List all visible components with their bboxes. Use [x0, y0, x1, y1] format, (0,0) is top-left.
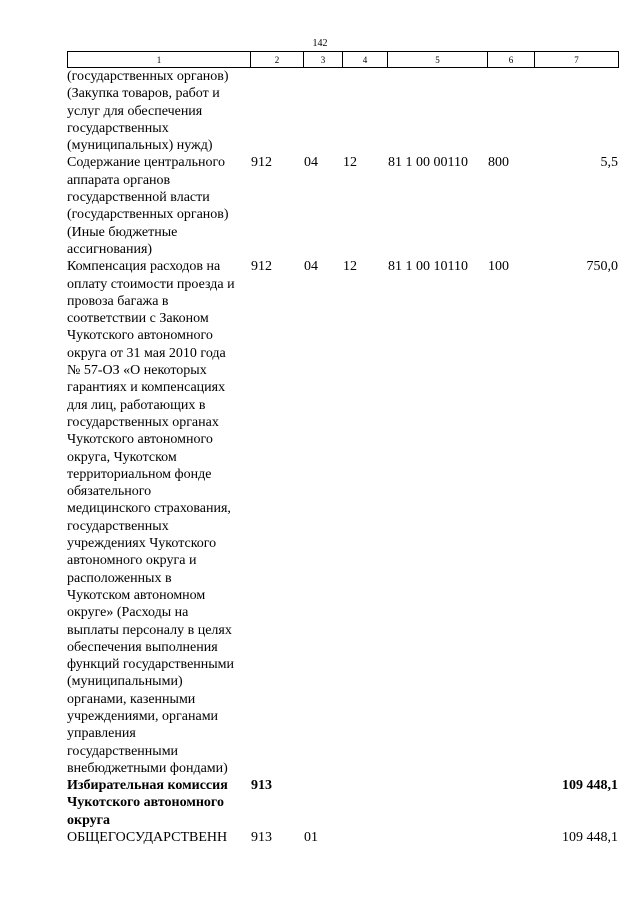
row-name-line: выплаты персоналу в целях: [67, 622, 232, 638]
row-name-line: государственных органах: [67, 414, 219, 430]
row-col6: 100: [488, 259, 509, 275]
row-name-line: государственными: [67, 743, 179, 759]
row-col7: 109 448,1: [562, 778, 618, 794]
column-header-table: [67, 51, 619, 68]
row-name-line: округа, Чукотском: [67, 449, 177, 465]
row-name-line: для лиц, работающих в: [67, 397, 206, 413]
row-name-line: государственных: [67, 518, 169, 534]
row-name-line: округе» (Расходы на: [67, 605, 189, 621]
row-name-line: учреждениями, органами: [67, 708, 219, 724]
row-col2: 912: [251, 259, 272, 275]
row-name-line: Избирательная комиссия: [67, 778, 228, 794]
row-name: [67, 777, 252, 829]
header-col-6: 6: [488, 52, 535, 68]
row-name-line: ассигнования): [67, 241, 153, 257]
row-name-line: ОБЩЕГОСУДАРСТВЕНН: [67, 830, 228, 846]
page-number: 142: [312, 38, 328, 49]
row-col2: 913: [251, 778, 272, 794]
row-col4: 12: [343, 155, 357, 171]
row-name-line: управления: [67, 726, 136, 742]
header-col-7: 7: [535, 52, 619, 68]
row-col7: 5,5: [600, 155, 618, 171]
row-col5: 81 1 00 00110: [388, 155, 468, 171]
row-col7: 109 448,1: [562, 830, 618, 846]
table-row: [67, 258, 618, 777]
table-row: [67, 154, 618, 258]
row-name-line: провоза багажа в: [67, 293, 169, 309]
row-name-line: органами, казенными: [67, 691, 196, 707]
table-row: [67, 68, 618, 154]
row-name-line: внебюджетными фондами): [67, 760, 228, 776]
row-col6: 800: [488, 155, 509, 171]
row-name-line: аппарата органов: [67, 172, 171, 188]
row-name-line: территориальном фонде: [67, 466, 212, 482]
row-name-line: медицинского страхования,: [67, 501, 231, 517]
row-name-line: (государственных органов): [67, 69, 229, 84]
header-col-1: 1: [68, 52, 251, 68]
header-col-3: 3: [304, 52, 343, 68]
row-name: [67, 829, 252, 846]
row-name-line: Чукотского автономного: [67, 795, 224, 811]
row-name-line: Чукотского автономного: [67, 432, 213, 448]
header-col-4: 4: [343, 52, 388, 68]
row-name-line: автономного округа и: [67, 553, 197, 569]
row-name-line: округа: [67, 812, 111, 828]
row-name-line: расположенных в: [67, 570, 172, 586]
row-name-line: учреждениях Чукотского: [67, 536, 217, 552]
row-name-line: Чукотском автономном: [67, 587, 206, 603]
row-name-line: оплату стоимости проезда и: [67, 276, 235, 292]
row-name-line: Чукотского автономного: [67, 328, 213, 344]
row-name: [67, 154, 252, 258]
row-col3: 01: [304, 830, 318, 846]
row-name-line: округа от 31 мая 2010 года: [67, 345, 226, 361]
row-name-line: (муниципальных) нужд): [67, 138, 213, 154]
header-col-2: 2: [251, 52, 304, 68]
header-col-5: 5: [388, 52, 488, 68]
row-name-line: (Иные бюджетные: [67, 224, 178, 240]
row-name-line: гарантиях и компенсациях: [67, 380, 226, 396]
row-name-line: Компенсация расходов на: [67, 259, 221, 275]
row-col2: 913: [251, 830, 272, 846]
row-name-line: (муниципальными): [67, 674, 183, 690]
row-col4: 12: [343, 259, 357, 275]
row-name-line: (Закупка товаров, работ и: [67, 86, 220, 102]
row-name-line: (государственных органов): [67, 207, 229, 223]
row-col2: 912: [251, 155, 272, 171]
row-name-line: функций государственными: [67, 657, 235, 673]
row-name: [67, 68, 252, 154]
budget-table-body: [67, 68, 618, 846]
row-name-line: Содержание центрального: [67, 155, 225, 171]
row-col3: 04: [304, 155, 318, 171]
row-col3: 04: [304, 259, 318, 275]
row-name-line: государственных: [67, 120, 169, 136]
row-name-line: обязательного: [67, 484, 152, 500]
row-col5: 81 1 00 10110: [388, 259, 468, 275]
table-row: [67, 829, 618, 846]
row-name-line: № 57-ОЗ «О некоторых: [67, 363, 207, 379]
row-name-line: услуг для обеспечения: [67, 103, 203, 119]
table-row: [67, 777, 618, 829]
row-name: [67, 258, 252, 777]
row-col7: 750,0: [586, 259, 618, 275]
row-name-line: соответствии с Законом: [67, 311, 209, 327]
row-name-line: государственной власти: [67, 190, 210, 206]
row-name-line: обеспечения выполнения: [67, 639, 218, 655]
